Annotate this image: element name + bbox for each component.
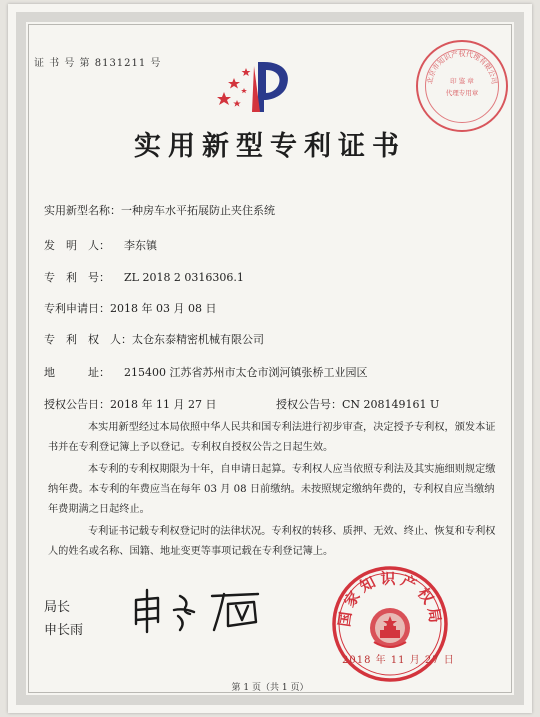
field-value: 2018 年 11 月 27 日 (110, 398, 217, 411)
handwritten-signature-icon (128, 586, 268, 636)
page-footer: 第 1 页（共 1 页） (231, 683, 309, 693)
patent-office-logo-icon (206, 56, 316, 118)
seal-ring-text: 国家知识产权局 (335, 569, 445, 628)
field-label: 发 明 人： (44, 239, 110, 252)
field-utility-model-name (44, 202, 275, 218)
signature-title: 局长 (44, 600, 71, 615)
seal-date: 2018 年 11 月 27 日 (342, 655, 455, 666)
field-value: CN 208149161 U (342, 398, 440, 411)
field-value: 215400 江苏省苏州市太仓市浏河镇张桥工业园区 (124, 366, 368, 379)
field-grant-date (44, 396, 216, 412)
field-grant-number (276, 396, 439, 412)
agency-stamp-middle-text: 代理专用章 (445, 89, 479, 97)
agency-stamp (416, 40, 508, 132)
field-value: ZL 2018 2 0316306.1 (124, 271, 244, 284)
body-paragraph-1: 本实用新型经过本局依照中华人民共和国专利法进行初步审查，决定授予专利权，颁发本证书并在专利登记簿上予以登记。专利权自授权公告之日起生效。 (48, 422, 496, 453)
field-label: 实用新型名称： (44, 204, 121, 217)
agency-stamp-center-text: 印 鉴 章 (450, 77, 474, 85)
field-patentee (44, 331, 264, 347)
certificate-page (8, 4, 532, 713)
certificate-number: 证 书 号 第 8131211 号 (34, 58, 162, 69)
certificate-title: 实用新型专利证书 (134, 131, 406, 162)
field-value: 李东镇 (124, 239, 157, 252)
field-label: 专 利 权 人： (44, 333, 132, 346)
field-value: 一种房车水平拓展防止夹住系统 (121, 204, 275, 217)
field-label: 专利申请日： (44, 302, 110, 315)
field-label: 地 址： (44, 366, 110, 379)
field-label: 授权公告日： (44, 398, 110, 411)
agency-stamp-outer-text: 北京市知识产权代理有限公司 (425, 50, 499, 85)
field-label: 专 利 号： (44, 271, 110, 284)
field-value: 太仓东泰精密机械有限公司 (132, 333, 264, 346)
field-label: 授权公告号： (276, 398, 342, 411)
body-paragraph-3: 专利证书记载专利权登记时的法律状况。专利权的转移、质押、无效、终止、恢复和专利权人的姓名或名称、国籍、地址变更等事项记载在专利登记簿上。 (48, 526, 496, 557)
official-seal-icon (330, 564, 450, 684)
field-patent-number (44, 269, 244, 285)
field-filing-date (44, 300, 216, 316)
signature-printed-name: 申长雨 (44, 623, 84, 638)
body-paragraph-2: 本专利的专利权期限为十年，自申请日起算。专利权人应当依照专利法及其实施细则规定缴纳年费。本专利的年费应当在每年 03 月 08 日前缴纳。未按照规定缴纳年费的，专利权自应当缴纳年费期满之日起终止。 (48, 464, 496, 515)
field-value: 2018 年 03 月 08 日 (110, 302, 217, 315)
field-address (44, 364, 368, 380)
field-inventor (44, 237, 157, 253)
